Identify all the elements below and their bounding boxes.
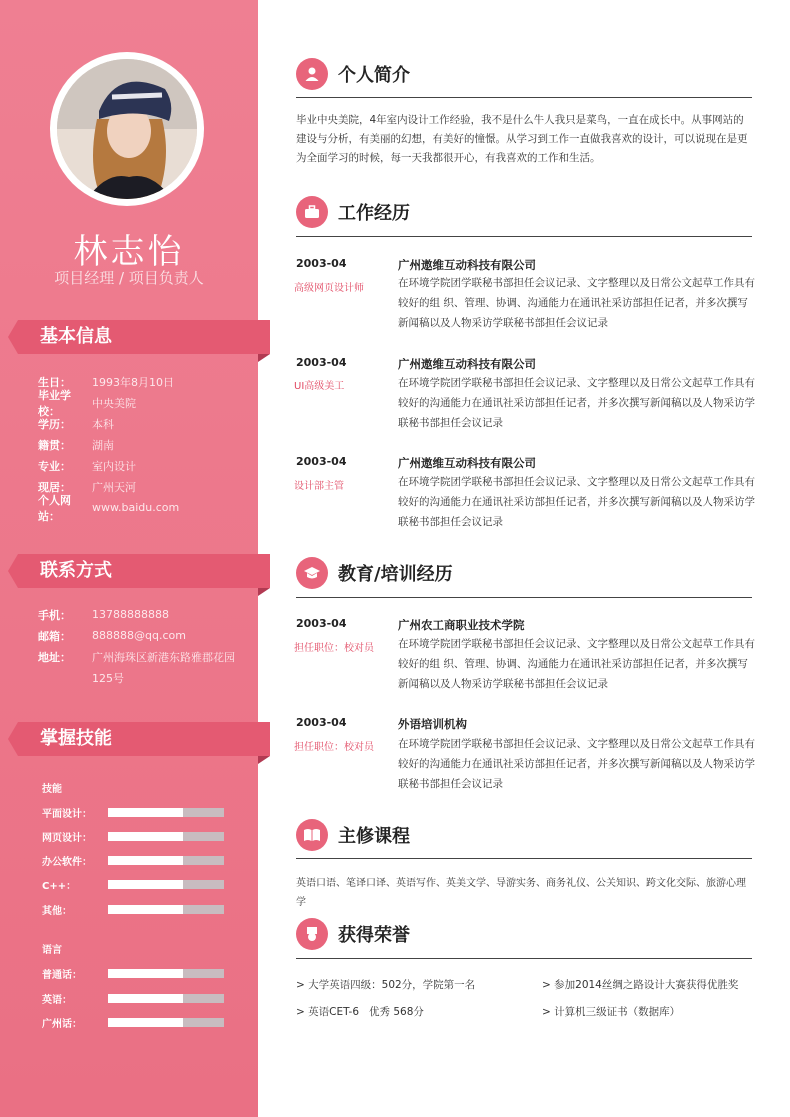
info-value: 本科 [92,417,114,431]
address-value: 广州海珠区新港东路雅郡花园 [92,650,235,664]
entry-organization: 广州遨维互动科技有限公司 [398,456,536,470]
language-label: 广州话： [42,1018,82,1030]
info-key: 手机： [38,608,71,622]
address-value-cont: 125号 [92,671,124,685]
info-row-degree [38,413,179,434]
language-row [42,1014,224,1030]
info-value: 1993年8月10日 [92,375,174,389]
skill-bar [108,905,224,914]
info-value: 室内设计 [92,459,136,473]
language-fill [108,1018,183,1027]
skill-bar [108,832,224,841]
info-key: 邮箱： [38,629,71,643]
skills-lang-heading: 语言 [42,945,62,956]
work-heading: 工作经历 [338,203,410,224]
skill-row [42,876,224,892]
info-key: 毕业学校： [38,388,71,418]
honors-section-title [296,918,410,950]
entry-position: 设计部主管 [294,481,344,492]
skill-label: 网页设计： [42,832,92,844]
courses-text: 英语口语、笔译口译、英语写作、英美文学、导游实务、商务礼仪、公关知识、跨文化交际、旅游心理学 [296,878,746,908]
info-row-major [38,455,179,476]
entry-organization: 广州遨维互动科技有限公司 [398,357,536,371]
education-section-title [296,557,453,589]
info-value: 湖南 [92,438,114,452]
entry-position: UI高级美工 [294,381,345,392]
website-link[interactable]: www.baidu.com [92,501,180,514]
skill-label: C++： [42,880,77,892]
entry-description: 在环境学院团学联秘书部担任会议记录、文字整理以及日常公文起草工作具有较好的沟通能力在通讯社采访部担任记者，并多次撰写新闻稿以及人物采访学联秘书部担任会议记录 [398,738,755,790]
language-fill [108,969,183,978]
honor-item: > 英语CET-6 优秀 568分 [296,1006,424,1018]
skill-bar [108,880,224,889]
book-icon [296,819,328,851]
skill-row [42,804,224,820]
info-value: 广州天河 [92,480,136,494]
main-content [258,0,790,1117]
info-row-website [38,493,180,523]
avatar-frame [50,52,204,206]
skills-tech-heading: 技能 [42,784,62,795]
entry-organization: 广州农工商职业技术学院 [398,618,525,632]
entry-date: 2003-04 [296,617,347,630]
email-value[interactable]: 888888@qq.com [92,629,186,642]
info-row-hometown [38,434,179,455]
entry-description: 在环境学院团学联秘书部担任会议记录、文字整理以及日常公文起草工作具有较好的沟通能力在通讯社采访部担任记者，并多次撰写新闻稿以及人物采访学联秘书部担任会议记录 [398,476,755,528]
entry-date: 2003-04 [296,455,347,468]
entry-date: 2003-04 [296,257,347,270]
skill-fill [108,856,183,865]
skill-fill [108,808,183,817]
contact-list [38,604,235,688]
basic-info-heading: 基本信息 [18,320,270,354]
entry-date: 2003-04 [296,716,347,729]
courses-section-title [296,819,410,851]
language-label: 英语： [42,994,72,1006]
honors-heading: 获得荣誉 [338,925,410,946]
graduation-cap-icon [296,557,328,589]
basic-info-list [38,371,180,523]
honor-item: > 计算机三级证书（数据库） [542,1006,681,1018]
language-bar [108,969,224,978]
entry-organization: 广州遨维互动科技有限公司 [398,258,536,272]
entry-description: 在环境学院团学联秘书部担任会议记录、文字整理以及日常公文起草工作具有较好的组 织、管理、协调、沟通能力在通讯社采访部担任记者，并多次撰写新闻稿以及人物采访学联秘书部担任会议记录 [398,277,755,329]
info-key: 学历： [38,417,71,431]
sidebar [0,0,258,1117]
medal-icon [296,918,328,950]
divider [296,597,752,598]
honor-item: > 参加2014丝绸之路设计大赛获得优胜奖 [542,979,739,991]
skill-label: 其他： [42,905,72,917]
contact-row-phone [38,604,235,625]
info-key: 现居： [38,480,71,494]
skill-row [42,901,224,917]
briefcase-icon [296,196,328,228]
skill-label: 平面设计： [42,808,92,820]
contact-row-address [38,646,235,667]
skill-fill [108,832,183,841]
profile-name: 林志怡 [73,232,185,272]
language-label: 普通话： [42,969,82,981]
skills-heading: 掌握技能 [18,722,270,756]
divider [296,858,752,859]
skill-label: 办公软件： [42,856,92,868]
entry-description: 在环境学院团学联秘书部担任会议记录、文字整理以及日常公文起草工作具有较好的组 织、管理、协调、沟通能力在通讯社采访部担任记者，并多次撰写新闻稿以及人物采访学联秘书部担任会议记录 [398,638,755,690]
language-bar [108,994,224,1003]
contact-row-address-cont [38,667,235,688]
contact-row-email [38,625,235,646]
language-row [42,965,224,981]
intro-heading: 个人简介 [338,65,410,86]
work-section-title [296,196,410,228]
entry-organization: 外语培训机构 [398,717,467,731]
skill-row [42,828,224,844]
intro-text: 毕业中央美院，4年室内设计工作经验，我不是什么牛人我只是菜鸟，一直在成长中。从事网站的建设与分析，有美丽的幻想，有美好的憧憬。从学习到工作一直做我喜欢的设计，可以说现在是更为全面学习的时候，每一天我都很开心，有我喜欢的工作和生活。 [296,114,748,164]
skill-fill [108,905,183,914]
entry-description: 在环境学院团学联秘书部担任会议记录、文字整理以及日常公文起草工作具有较好的沟通能力在通讯社采访部担任记者，并多次撰写新闻稿以及人物采访学联秘书部担任会议记录 [398,377,755,429]
entry-position: 担任职位：校对员 [294,643,374,654]
skill-row [42,852,224,868]
info-key: 地址： [38,650,71,664]
info-key: 生日： [38,375,71,389]
honor-item: > 大学英语四级：502分，学院第一名 [296,979,476,991]
info-row-school [38,388,179,418]
language-row [42,990,224,1006]
info-key: 个人网站： [38,493,71,523]
divider [296,958,752,959]
divider [296,236,752,237]
entry-date: 2003-04 [296,356,347,369]
info-value: 中央美院 [92,396,136,410]
language-fill [108,994,183,1003]
skill-bar [108,808,224,817]
education-heading: 教育/培训经历 [338,564,453,585]
info-key: 籍贯： [38,438,71,452]
entry-position: 高级网页设计师 [294,283,364,294]
divider [296,97,752,98]
avatar [57,59,197,199]
info-key: 专业： [38,459,71,473]
skill-bar [108,856,224,865]
language-bar [108,1018,224,1027]
courses-heading: 主修课程 [338,826,410,847]
contact-heading: 联系方式 [18,554,270,588]
profile-role: 项目经理 / 项目负责人 [54,269,204,287]
person-icon [296,58,328,90]
intro-section-title [296,58,410,90]
skill-fill [108,880,183,889]
entry-position: 担任职位：校对员 [294,742,374,753]
phone-value[interactable]: 13788888888 [92,608,169,621]
